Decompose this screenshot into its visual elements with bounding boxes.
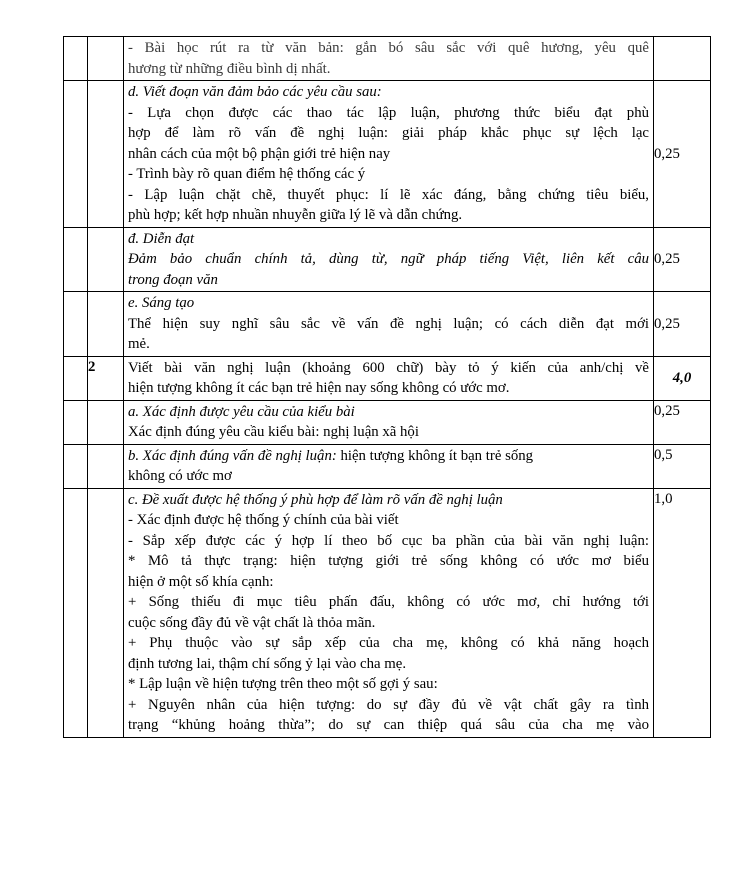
score-cell — [654, 37, 711, 81]
question-number-cell — [88, 488, 124, 737]
content-line: - Bài học rút ra từ văn bản: gắn bó sâu sắc với quê hương, yêu quê — [128, 40, 649, 56]
table-row — [64, 488, 711, 737]
table-row — [64, 37, 711, 81]
content-line: mẻ. — [128, 336, 150, 352]
content-line: hợp để làm rõ vấn đề nghị luận: giải pháp khắc phục sự lệch lạc — [128, 125, 649, 141]
section-cell — [64, 444, 88, 488]
table-row — [64, 444, 711, 488]
content-cell — [124, 444, 654, 488]
content-line: cuộc sống đầy đủ về vật chất là thỏa mãn. — [128, 614, 376, 631]
total-score-cell: 4,0 — [654, 356, 711, 400]
content-line: trạng “khủng hoảng thừa”; do sự can thiệp quá sâu của cha mẹ vào — [128, 717, 649, 733]
content-line: * Lập luận về hiện tượng trên theo một số gợi ý sau: — [128, 676, 438, 692]
content-line: + Sống thiếu đi mục tiêu phấn đấu, không có ước mơ, chỉ hướng tới — [128, 594, 649, 610]
content-line: - Lựa chọn được các thao tác lập luận, phương thức biểu đạt phù — [128, 104, 649, 121]
content-line: hương từ những điều bình dị nhất. — [128, 60, 331, 77]
section-cell — [64, 400, 88, 444]
criterion-heading: e. Sáng tạo — [128, 295, 195, 311]
criterion-heading: a. Xác định được yêu cầu của kiểu bài — [128, 403, 355, 420]
question-number-cell — [88, 81, 124, 228]
score-cell: 0,5 — [654, 444, 711, 488]
section-cell — [64, 292, 88, 357]
table-row — [64, 227, 711, 292]
content-cell — [124, 356, 654, 400]
content-cell — [124, 292, 654, 357]
content-line: - Sắp xếp được các ý hợp lí theo bố cục ba phần của bài văn nghị luận: — [128, 532, 649, 549]
section-cell — [64, 81, 88, 228]
content-line: định tương lai, thậm chí sống ỷ lại vào cha mẹ. — [128, 655, 407, 672]
score-cell: 0,25 — [654, 227, 711, 292]
content-line: Xác định đúng yêu cầu kiểu bài: nghị luận xã hội — [128, 424, 419, 440]
content-cell — [124, 81, 654, 228]
section-cell — [64, 37, 88, 81]
question-prompt: hiện tượng không ít các bạn trẻ hiện nay sống không có ước mơ. — [128, 380, 510, 396]
score-cell: 1,0 — [654, 488, 711, 737]
table-row — [64, 81, 711, 228]
question-number-cell: 2 — [88, 356, 124, 400]
table-row — [64, 292, 711, 357]
section-cell — [64, 356, 88, 400]
content-line: không có ước mơ — [128, 468, 232, 484]
criterion-heading: d. Viết đoạn văn đảm bảo các yêu cầu sau: — [128, 84, 382, 100]
content-line: + Nguyên nhân của hiện tượng: do sự đầy đủ về vật chất gây ra tình — [128, 696, 649, 713]
content-line: - Xác định được hệ thống ý chính của bài viết — [128, 512, 399, 528]
content-line: Thể hiện suy nghĩ sâu sắc về vấn đề nghị luận; có cách diễn đạt mới — [128, 315, 649, 332]
score-cell: 0,25 — [654, 400, 711, 444]
criterion-heading — [128, 446, 649, 467]
content-line: * Mô tả thực trạng: hiện tượng giới trẻ sống không có ước mơ biểu — [128, 553, 649, 569]
grading-rubric-table — [63, 36, 711, 738]
content-line: hiện ở một số khía cạnh: — [128, 573, 274, 590]
content-cell — [124, 37, 654, 81]
question-number-cell — [88, 292, 124, 357]
content-cell — [124, 400, 654, 444]
question-number-cell — [88, 227, 124, 292]
criterion-heading-rest: hiện tượng không ít bạn trẻ sống — [336, 447, 534, 464]
content-line: - Lập luận chặt chẽ, thuyết phục: lí lẽ xác đáng, bằng chứng tiêu biểu, — [128, 186, 649, 203]
score-cell: 0,25 — [654, 81, 711, 228]
score-cell: 0,25 — [654, 292, 711, 357]
content-line: + Phụ thuộc vào sự sắp xếp của cha mẹ, không có khả năng hoạch — [128, 635, 649, 651]
content-line: trong đoạn văn — [128, 271, 218, 288]
question-number-cell — [88, 37, 124, 81]
content-line: phù hợp; kết hợp nhuần nhuyễn giữa lý lẽ và dẫn chứng. — [128, 207, 463, 223]
content-line: nhân cách của một bộ phận giới trẻ hiện nay — [128, 145, 391, 162]
content-cell — [124, 227, 654, 292]
section-cell — [64, 488, 88, 737]
table-row — [64, 400, 711, 444]
question-number-cell — [88, 444, 124, 488]
section-cell — [64, 227, 88, 292]
table-row — [64, 356, 711, 400]
criterion-heading: đ. Diễn đạt — [128, 230, 195, 247]
criterion-heading-italic: b. Xác định đúng vấn đề nghị luận: — [128, 447, 337, 464]
content-cell — [124, 488, 654, 737]
criterion-heading: c. Đề xuất được hệ thống ý phù hợp để làm rõ vấn đề nghị luận — [128, 491, 503, 508]
question-prompt: Viết bài văn nghị luận (khoảng 600 chữ) bày tỏ ý kiến của anh/chị về — [128, 359, 649, 376]
content-line: Đảm bảo chuẩn chính tả, dùng từ, ngữ pháp tiếng Việt, liên kết câu — [128, 251, 649, 267]
content-line: - Trình bày rõ quan điểm hệ thống các ý — [128, 166, 366, 182]
question-number-cell — [88, 400, 124, 444]
